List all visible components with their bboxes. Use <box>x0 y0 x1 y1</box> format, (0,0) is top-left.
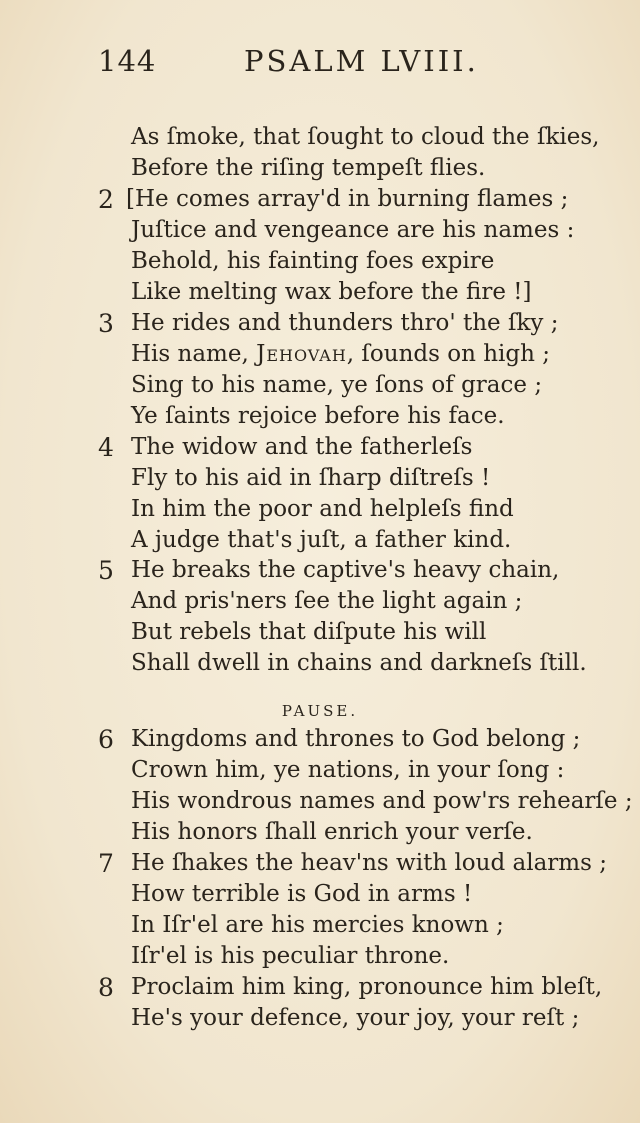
pause-heading: PAUSE. <box>281 702 359 720</box>
verse-line <box>0 153 640 184</box>
verse-line-text: And pris'ners ſee the light again ; <box>131 588 523 614</box>
verse-line-text: Before the riſing tempeſt flies. <box>131 155 486 181</box>
verse-line <box>0 972 640 1003</box>
verse-number: 2 <box>98 185 114 214</box>
verse-line <box>0 724 640 755</box>
verse-line <box>0 184 640 215</box>
verse-line-text-end: , ſounds on high ; <box>346 341 550 367</box>
running-title: PSALM LVIII. <box>244 44 479 78</box>
verse-line <box>0 617 640 648</box>
verse-line <box>0 648 640 679</box>
verse-line <box>0 277 640 308</box>
verse-line-text: Ye ſaints rejoice before his face. <box>131 403 505 429</box>
page-number: 144 <box>98 44 157 78</box>
verse-line-text <box>131 339 550 370</box>
verse-line-text: A judge that's juſt, a father kind. <box>131 527 512 553</box>
verse-line <box>0 879 640 910</box>
verse-line-text: He ſhakes the heav'ns with loud alarms ; <box>131 850 607 876</box>
verse-line <box>0 755 640 786</box>
verse-line-text: Proclaim him king, pronounce him bleſt, <box>131 974 603 1000</box>
verse-line-text: [He comes array'd in burning flames ; <box>126 186 569 212</box>
verse-line-text: Shall dwell in chains and darkneſs ſtill. <box>131 650 587 676</box>
verse-line <box>0 401 640 432</box>
verse-line-text: In him the poor and helpleſs find <box>131 496 514 522</box>
verse-line-text: Sing to his name, ye ſons of grace ; <box>131 372 543 398</box>
verse-line-text: Like melting wax before the fire !] <box>131 279 532 305</box>
verse-line <box>0 817 640 848</box>
verse-line <box>0 910 640 941</box>
verse-line <box>0 586 640 617</box>
verse-number: 3 <box>98 309 114 338</box>
verse-line-text: His honors ſhall enrich your verſe. <box>131 819 533 845</box>
verse-line-text: Kingdoms and thrones to God belong ; <box>131 726 581 752</box>
verse-line <box>0 215 640 246</box>
verse-line <box>0 370 640 401</box>
verse-line-text: Behold, his fainting foes expire <box>131 248 495 274</box>
verse-line-text: He's your defence, your joy, your reſt ; <box>131 1005 580 1031</box>
verse-line <box>0 555 640 586</box>
verse-line-text: The widow and the fatherleſs <box>131 434 473 460</box>
verse-line <box>0 941 640 972</box>
verse-line-text: Juſtice and vengeance are his names : <box>131 217 575 243</box>
verse-number: 6 <box>98 725 114 754</box>
verse-number: 7 <box>98 849 114 878</box>
verse-line <box>0 494 640 525</box>
page-header <box>0 44 640 84</box>
verse-line-text: But rebels that diſpute his will <box>131 619 487 645</box>
verse-line <box>0 432 640 463</box>
verse-line <box>0 339 640 370</box>
verse-line-text: He rides and thunders thro' the ſky ; <box>131 310 559 336</box>
verse-number: 4 <box>98 433 114 462</box>
verse-line <box>0 246 640 277</box>
verse-line-text: In Iſr'el are his mercies known ; <box>131 912 504 938</box>
verse-line <box>0 525 640 556</box>
verse-line <box>0 1003 640 1034</box>
verse-line <box>0 308 640 339</box>
verse-number: 5 <box>98 556 114 585</box>
verse-line <box>0 122 640 153</box>
verse-line-text: Fly to his aid in ſharp diſtreſs ! <box>131 465 491 491</box>
verse-line-text: Iſr'el is his peculiar throne. <box>131 943 450 969</box>
verse-line-text: Crown him, ye nations, in your ſong : <box>131 757 565 783</box>
verse-line <box>0 786 640 817</box>
verse-number: 8 <box>98 973 114 1002</box>
verse-line <box>0 848 640 879</box>
verse-line-text-start: His name, <box>131 341 257 367</box>
divine-name: Jehovah <box>256 341 347 367</box>
verse-line <box>0 463 640 494</box>
verse-line-text: How terrible is God in arms ! <box>131 881 473 907</box>
verse-line-text: As ſmoke, that ſought to cloud the ſkies, <box>131 124 600 150</box>
verse-line-text: He breaks the captive's heavy chain, <box>131 557 560 583</box>
verse-line-text: His wondrous names and pow'rs rehearſe ; <box>131 788 633 814</box>
